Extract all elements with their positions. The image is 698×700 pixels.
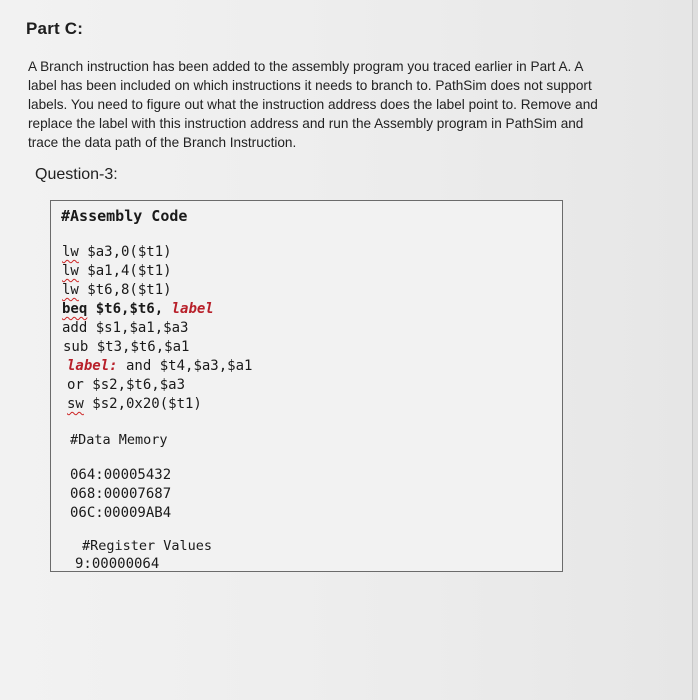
code-line: [67, 377, 185, 393]
intro-line: A Branch instruction has been added to the assembly program you traced earlier in Part A. A: [28, 59, 584, 74]
operands: $s2,$t6,$a3: [83, 377, 186, 393]
opcode: sub: [63, 339, 89, 355]
branch-label-reference: label: [171, 301, 214, 317]
register-entry: 9:00000064: [75, 556, 160, 572]
code-line: [62, 244, 172, 260]
data-memory-heading: #Data Memory: [70, 432, 168, 448]
intro-line: labels. You need to figure out what the instruction address does the label point to. Remove and: [28, 97, 598, 112]
intro-line: trace the data path of the Branch Instruction.: [28, 135, 297, 150]
opcode: lw: [62, 263, 79, 279]
code-line: [63, 339, 189, 355]
operands: $a1,4($t1): [78, 263, 172, 279]
operands: $t4,$a3,$a1: [151, 358, 253, 374]
operands: $s1,$a1,$a3: [87, 320, 189, 336]
opcode: lw: [62, 244, 79, 260]
code-line: [62, 320, 188, 336]
page-title: Part C:: [26, 19, 84, 38]
opcode: add: [62, 320, 88, 336]
memory-entry: 068:00007687: [70, 486, 172, 502]
memory-entry: 064:00005432: [70, 467, 172, 483]
register-values-heading: #Register Values: [82, 538, 213, 554]
opcode: lw: [62, 282, 79, 298]
code-line: [62, 301, 214, 317]
branch-label-definition: label:: [67, 358, 118, 374]
opcode: or: [67, 377, 84, 393]
intro-line: replace the label with this instruction address and run the Assembly program in PathSim and: [28, 116, 584, 131]
intro-line: label has been included on which instructions it needs to branch to. PathSim does not support: [28, 78, 592, 93]
opcode: and: [117, 358, 152, 374]
assembly-heading: #Assembly Code: [61, 207, 188, 225]
operands: $t6,$t6,: [87, 301, 172, 317]
opcode: beq: [62, 301, 88, 317]
instructions-paragraph: [28, 57, 640, 152]
code-box: [50, 200, 563, 572]
memory-entry: 06C:00009AB4: [70, 505, 172, 521]
code-line: [62, 263, 172, 279]
operands: $t6,8($t1): [78, 282, 172, 298]
operands: $s2,0x20($t1): [83, 396, 202, 412]
code-line: [67, 358, 252, 374]
operands: $t3,$t6,$a1: [88, 339, 190, 355]
code-line: [67, 396, 202, 412]
question-heading: Question-3:: [35, 166, 118, 183]
code-line: [62, 282, 172, 298]
operands: $a3,0($t1): [78, 244, 172, 260]
opcode: sw: [67, 396, 84, 412]
